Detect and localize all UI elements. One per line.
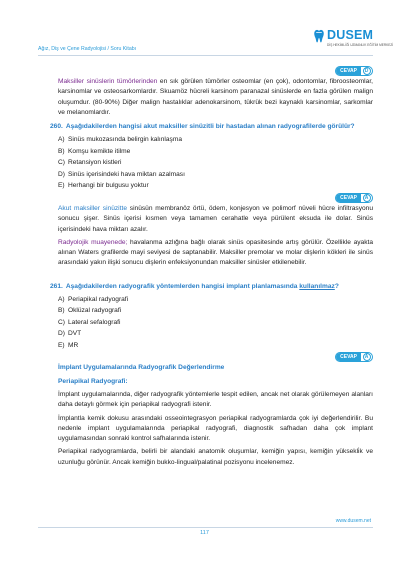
paragraph-text: en sık görülen tümörler osteomlar (en çok), odontomlar, fibroosteomlar, karsinomlar ve osteosarkomlardır. Skuamöz hücreli karsinom paranazal sinüslerde en fazla görülen malign oluşumdur. (80-90%) Diğer malign hastalıklar adenokarsinom, tükrük bezi kaynaklı karsinomlar, sarkomlar ve melanomlardır.	[58, 78, 373, 116]
section-subtitle: Periapikal Radyografi:	[58, 377, 128, 385]
option-text: Retansiyon kistleri	[68, 159, 122, 167]
option-letter: C)	[58, 318, 65, 326]
answer-pill	[335, 193, 373, 203]
option-e	[58, 181, 373, 191]
header-rule	[38, 55, 373, 56]
answer-badge	[58, 352, 373, 362]
option-text: DVT	[68, 330, 82, 338]
explanation-paragraph	[58, 77, 373, 118]
option-text: Sinüs mukozasında belirgin kalınlaşma	[68, 136, 182, 144]
option-c	[58, 318, 373, 328]
tooth-icon	[313, 29, 325, 43]
answer-pill	[335, 66, 373, 76]
explanation-paragraph	[58, 238, 373, 269]
option-letter: E)	[58, 182, 65, 190]
paragraph-text: sinüsün membranöz örtü, ödem, konjesyon ve polimorf nüveli hücre infiltrasyonu sonucu şişer. Sinüs içerisi kısmen veya tamamen cerahatle veya pürülent eksuda ile dolar. Sinüs içerisindeki hava miktarı azalır.	[58, 204, 373, 233]
question-emphasis: kullanılmaz	[299, 282, 335, 290]
option-b	[58, 147, 373, 157]
answer-letter: A	[363, 353, 371, 361]
answer-pill	[335, 352, 373, 362]
page-number: 117	[200, 530, 209, 536]
question-text: Aşağıdakilerden radyografik yöntemlerden hangisi implant planlamasında	[65, 282, 300, 290]
explanation-paragraph	[58, 204, 373, 235]
option-letter: C)	[58, 159, 65, 167]
option-letter: D)	[58, 330, 65, 338]
paragraph-text: havalanma azlığına bağlı olarak sinüs opasitesinde artış görülür. Özellikle ayakta alınan Waters grafilerde mayi seviyesi de saptanabilir. Maksiller premolar ve molar dişlerin kökleri ile sinüs arasındaki yakın ilişki sonucu dişlerin enfeksiyonundan maksiller sinüsler etkilenebilir.	[58, 238, 373, 267]
answer-label: CEVAP	[336, 353, 361, 361]
book-title: Ağız, Diş ve Çene Radyolojisi / Soru Kitabı	[38, 46, 137, 52]
option-text: Periapikal radyografi	[68, 295, 129, 303]
option-text: Sinüs içerisindeki hava miktarı azalması	[68, 170, 185, 178]
section-title: İmplant Uygulamalarında Radyografik Değerlendirme	[58, 364, 225, 372]
logo-subtitle: DİŞ HEKİMLİĞİ UZMANLIK EĞİTİM MERKEZİ	[327, 43, 394, 47]
highlight-term: Maksiller sinüslerin tümörlerinden	[58, 78, 158, 85]
section-paragraph: İmplantla kemik dokusu arasındaki osseointegrasyon periapikal radyogramlarda çok iyi değerlendirilir. Bu nedenle implant uygulamalarında periapikal radyografi, diagnostik safhadan daha çok implant uygulamasından sonraki kontrol safhalarında istenir.	[58, 414, 373, 443]
answer-label: CEVAP	[336, 67, 361, 75]
option-e	[58, 341, 373, 351]
answer-badge	[58, 193, 373, 203]
option-text: Herhangi bir bulgusu yoktur	[68, 182, 149, 190]
option-text: MR	[68, 341, 79, 349]
options-260	[58, 135, 373, 191]
option-letter: B)	[58, 307, 65, 315]
option-d	[58, 329, 373, 339]
question-261	[50, 282, 373, 292]
question-text: Aşağıdakilerden hangisi akut maksiller sinüzitli bir hastadan alınan radyografilerde görülür?	[65, 123, 355, 131]
section-paragraph: İmplant uygulamalarında, diğer radyografik yöntemlerle tespit edilen, ancak net olarak görülemeyen alanları daha detaylı görmek için periapikal radyografi istenir.	[58, 391, 373, 409]
question-number: 261.	[50, 282, 63, 290]
highlight-term: Radyolojik muayenede;	[58, 238, 128, 246]
logo-text: DUSEM	[327, 28, 374, 42]
option-a	[58, 135, 373, 145]
highlight-term: Akut maksiller sinüzitte	[58, 204, 127, 212]
dusem-logo	[313, 28, 394, 54]
option-c	[58, 158, 373, 168]
option-letter: B)	[58, 147, 65, 155]
answer-badge	[58, 66, 373, 76]
option-text: Oklüzal radyografi	[68, 307, 122, 315]
question-number: 260.	[50, 123, 63, 131]
page-content	[50, 66, 373, 471]
answer-letter: D	[363, 67, 371, 75]
option-b	[58, 306, 373, 316]
option-letter: E)	[58, 341, 65, 349]
answer-label: CEVAP	[336, 194, 361, 202]
footer-rule	[38, 527, 373, 528]
option-letter: A)	[58, 295, 65, 303]
option-a	[58, 295, 373, 305]
question-260	[50, 122, 373, 132]
footer-url: www.dusem.net	[335, 518, 371, 524]
answer-letter: A	[363, 194, 371, 202]
option-letter: A)	[58, 136, 65, 144]
option-d	[58, 170, 373, 180]
section-paragraph: Periapikal radyogramlarda, belirli bir alandaki anatomik oluşumlar, kemiğin yapısı, kemiğin yüksekli̇k ve uzunluğu görünür. Ancak kemiğin bukko-lingual/palatinal pozisyonu incelenemez.	[58, 448, 373, 466]
option-text: Lateral sefalografi	[68, 318, 121, 326]
option-text: Komşu kemikte itilme	[68, 147, 131, 155]
page-header	[0, 0, 409, 60]
option-letter: D)	[58, 170, 65, 178]
options-261	[58, 295, 373, 351]
question-end: ?	[334, 282, 339, 290]
